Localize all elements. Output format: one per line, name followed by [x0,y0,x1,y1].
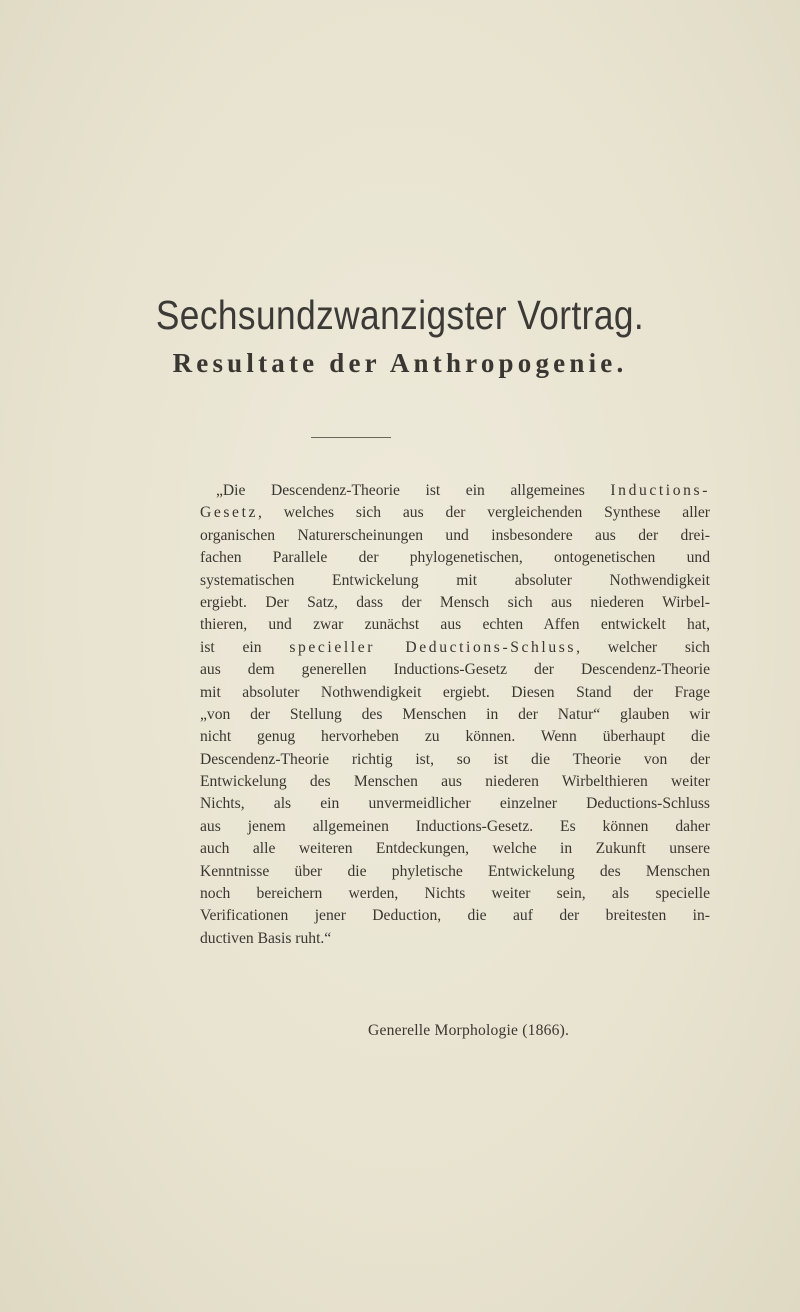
emphasis-text: Gesetz [200,504,259,522]
quote-line: organischen Naturerscheinungen und insbesondere aus der drei- [200,526,710,544]
quote-line: Descendenz-Theorie richtig ist, so ist die Theorie von der [200,750,710,768]
quote-line: Entwickelung des Menschen aus niederen Wirbelthieren weiter [200,773,710,791]
quote-line: ergiebt. Der Satz, dass der Mensch sich aus niederen Wirbel- [200,593,710,611]
quote-line: ist ein specieller Deductions-Schluss, welcher sich [200,638,710,656]
quote-line: systematischen Entwickelung mit absoluter Nothwendigkeit [200,571,710,589]
emphasis-text: specieller Deductions-Schluss [289,638,577,656]
quote-line: Gesetz, welches sich aus der vergleichenden Synthese aller [200,504,710,522]
quote-line: aus dem generellen Inductions-Gesetz der Descendenz-Theorie [200,661,710,679]
quote-line: Nichts, als ein unvermeidlicher einzelner Deductions-Schluss [200,795,710,813]
quote-line: „Die Descendenz-Theorie ist ein allgemeines Inductions- [216,482,710,499]
quote-line: thieren, und zwar zunächst aus echten Affen entwickelt hat, [200,616,710,634]
epigraph-quote [200,480,710,950]
quote-line: aus jenem allgemeinen Inductions-Gesetz. Es können daher [200,817,710,835]
chapter-subtitle: Resultate der Anthropogenie. [172,348,628,378]
quote-line: Verificationen jener Deduction, die auf der breitesten in- [200,907,710,925]
quote-line: noch bereichern werden, Nichts weiter sein, als specielle [200,885,710,903]
quote-line: auch alle weiteren Entdeckungen, welche in Zukunft unsere [200,840,710,858]
emphasis-text: Inductions- [610,482,710,499]
quote-line: nicht genug hervorheben zu können. Wenn überhaupt die [200,728,710,746]
quote-source: Generelle Morphologie (1866). [368,1022,570,1039]
quote-line: fachen Parallele der phylogenetischen, ontogenetischen und [200,549,710,567]
chapter-title: Sechsundzwanzigster Vortrag. [155,292,645,338]
quote-line: „von der Stellung des Menschen in der Natur“ glauben wir [200,705,710,723]
quote-line: Kenntnisse über die phyletische Entwickelung des Menschen [200,862,710,880]
quote-line: mit absoluter Nothwendigkeit ergiebt. Diesen Stand der Frage [200,683,710,701]
quote-line: ductiven Basis ruht.“ [200,929,332,947]
divider-rule [311,437,391,438]
